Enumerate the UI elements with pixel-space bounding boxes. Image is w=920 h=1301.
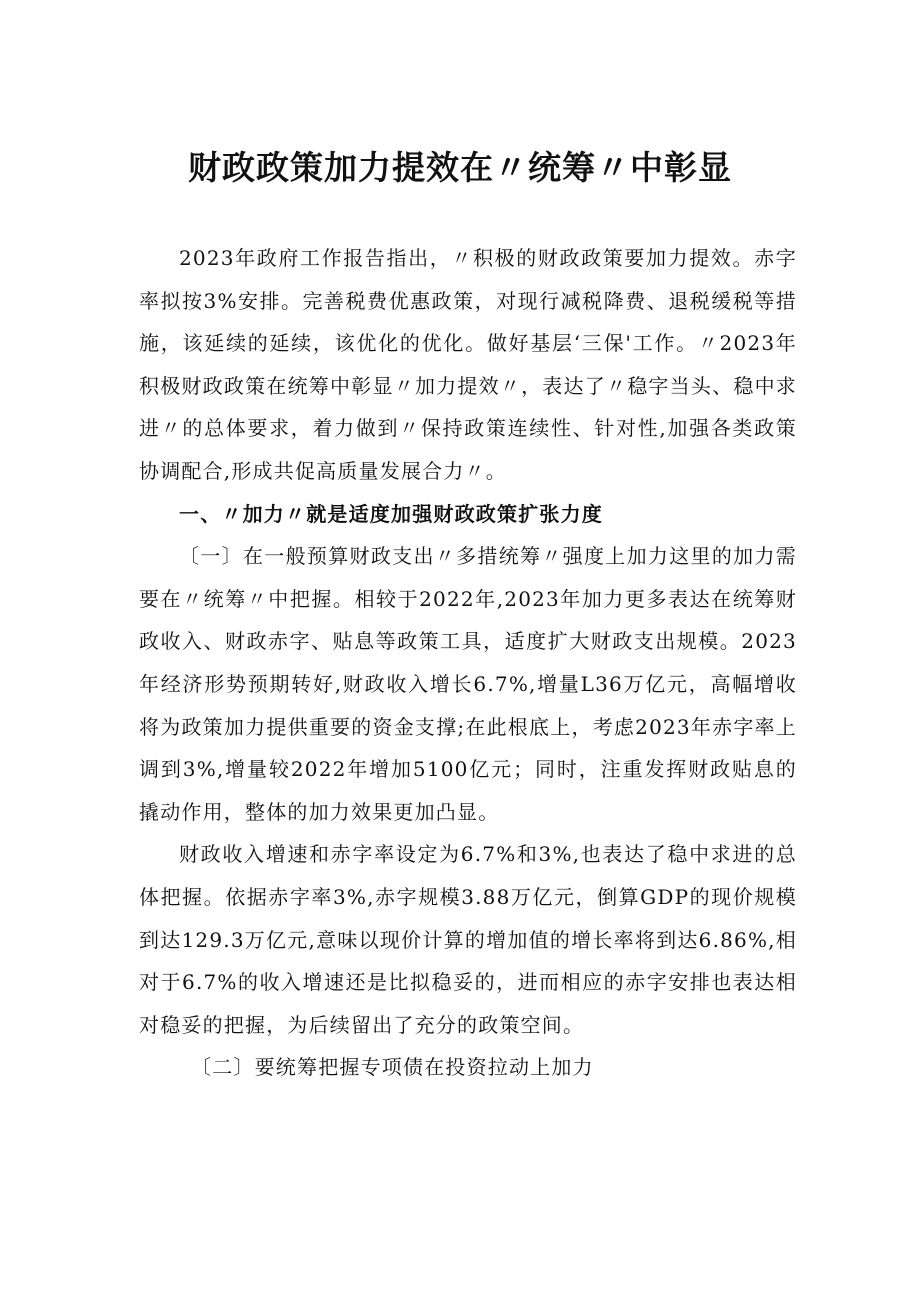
sub-heading-special-bonds: 〔二〕要统筹把握专项债在投资拉动上加力 — [191, 1055, 594, 1080]
document-body — [139, 237, 797, 1089]
document-title: 财政政策加力提效在〃统筹〃中彰显 — [188, 148, 732, 187]
paragraph-intro: 2023年政府工作报告指出，〃积极的财政政策要加力提效。赤字率拟按3%安排。完善税费优惠政策，对现行减税降费、退税缓税等措施，该延续的延续，该优化的优化。做好基层‘三保'工作。〃2023年积极财政政策在统筹中彰显〃加力提效〃，表达了〃稳字当头、稳中求进〃的总体要求，着力做到〃保持政策连续性、针对性,加强各类政策协调配合,形成共促高质量发展合力〃。 — [139, 246, 797, 483]
paragraph-budget-expenditure: 〔一〕在一般预算财政支出〃多措统筹〃强度上加力这里的加力需要在〃统筹〃中把握。相较于2022年,2023年加力更多表达在统筹财政收入、财政赤字、贴息等政策工具，适度扩大财政支出规模。2023年经济形势预期转好,财政收入增长6.7%,增量L36万亿元，高幅增收将为政策加力提供重要的资金支撑;在此根底上，考虑2023年赤字率上调到3%,增量较2022年增加5100亿元；同时，注重发挥财政贴息的撬动作用，整体的加力效果更加凸显。 — [139, 544, 797, 824]
section-heading: 一、〃加力〃就是适度加强财政政策扩张力度 — [179, 501, 603, 526]
paragraph-revenue-deficit: 财政收入增速和赤字率设定为6.7%和3%,也表达了稳中求进的总体把握。依据赤字率3%,赤字规模3.88万亿元，倒算GDP的现价规模到达129.3万亿元,意味以现价计算的增加值的增长率将到达6.86%,相对于6.7%的收入增速还是比拟稳妥的，进而相应的赤字安排也表达相对稳妥的把握，为后续留出了充分的政策空间。 — [139, 842, 797, 1037]
